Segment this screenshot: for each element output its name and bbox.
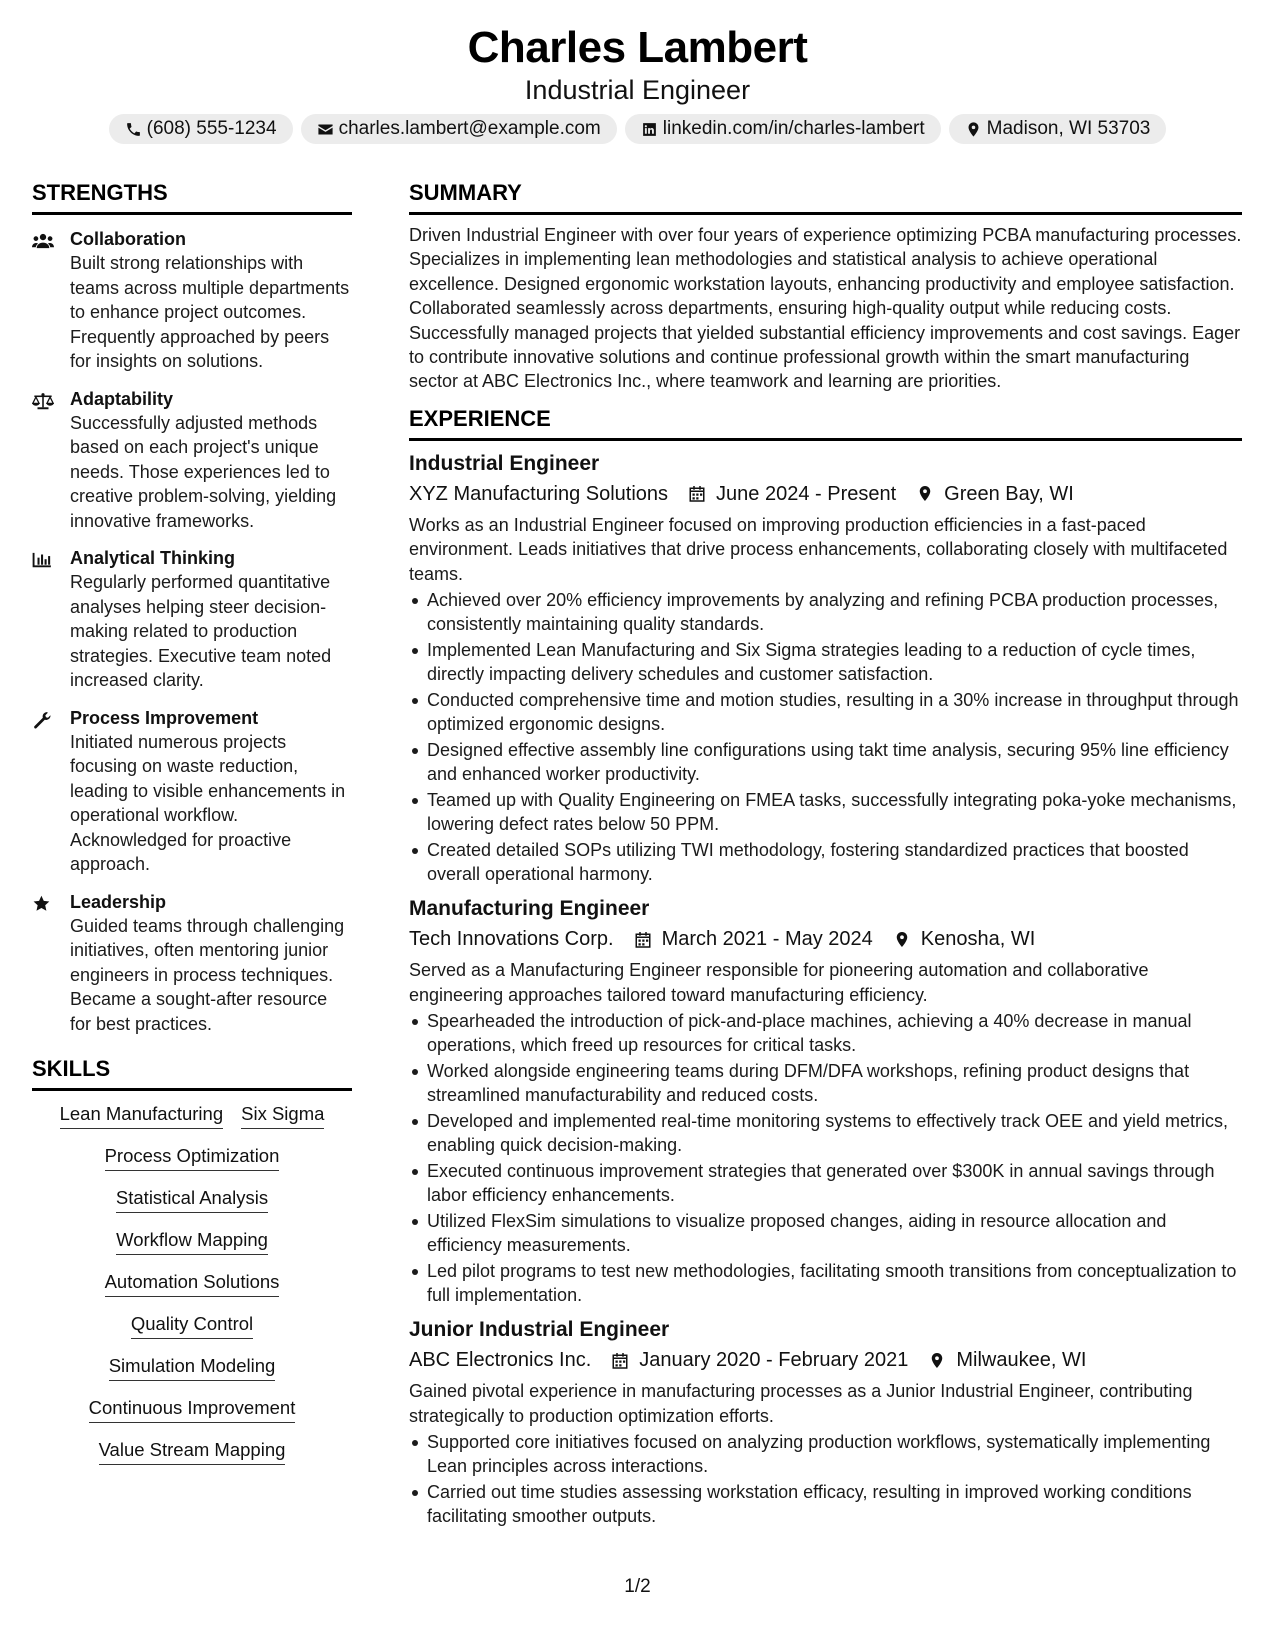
page-number: 1/2 xyxy=(624,1576,651,1597)
contact-location-text: Madison, WI 53703 xyxy=(986,118,1151,139)
job-company: ABC Electronics Inc. xyxy=(409,1349,592,1372)
job-meta xyxy=(409,1345,1242,1375)
strength-item xyxy=(32,706,352,877)
skill-tag: Statistical Analysis xyxy=(116,1185,268,1213)
job-entry xyxy=(409,449,1242,887)
job-location: Kenosha, WI xyxy=(920,928,1036,951)
summary-text: Driven Industrial Engineer with over four years of experience optimizing PCBA manufacturing processes. Specializes in implementing lean methodologies and statistical analysis to achieve operational excellence. Designed ergonomic workstation layouts, enhancing productivity and employee satisfaction. Collaborated seamlessly across departments, ensuring high-quality output while reducing costs. Successfully managed projects that yielded substantial efficiency improvements and cost savings. Eager to contribute innovative solutions and continue professional growth within the smart manufacturing sector at ABC Electronics Inc., where teamwork and learning are priorities. xyxy=(409,225,1242,392)
experience-heading: EXPERIENCE xyxy=(409,404,1242,441)
left-column xyxy=(32,178,352,1465)
bullet-item: Teamed up with Quality Engineering on FMEA tasks, successfully integrating poka-yoke mechanisms, lowering defect rates below 50 PPM. xyxy=(427,788,1242,836)
job-company: Tech Innovations Corp. xyxy=(409,928,614,951)
skill-tag: Six Sigma xyxy=(241,1101,324,1129)
strength-description: Guided teams through challenging initiatives, often mentoring junior engineers in process techniques. Became a sought-after resource for best practices. xyxy=(70,915,345,1034)
job-entry xyxy=(409,894,1242,1307)
contact-linkedin xyxy=(625,114,941,144)
calendar-icon xyxy=(611,1351,629,1370)
users-icon xyxy=(32,231,54,251)
map-marker-icon xyxy=(965,121,982,138)
job-meta xyxy=(409,924,1242,954)
contact-email-text: charles.lambert@example.com xyxy=(338,118,601,139)
job-description: Served as a Manufacturing Engineer responsible for pioneering automation and collaborative engineering approaches tailored toward manufacturing efficiency. xyxy=(409,960,1149,1005)
job-company: XYZ Manufacturing Solutions xyxy=(409,482,669,505)
calendar-icon xyxy=(634,930,652,949)
bullet-item: Supported core initiatives focused on analyzing production workflows, systematically implementing Lean principles across interactions. xyxy=(427,1430,1242,1478)
job-bullets xyxy=(409,1430,1242,1528)
bullet-item: Conducted comprehensive time and motion studies, resulting in a 30% increase in throughput through optimized ergonomic designs. xyxy=(427,688,1242,736)
skill-tag: Value Stream Mapping xyxy=(99,1437,286,1465)
job-entry xyxy=(409,1315,1242,1528)
skill-tag: Process Optimization xyxy=(105,1143,280,1171)
right-column xyxy=(409,178,1242,1528)
strength-item xyxy=(32,227,352,374)
bullet-item: Executed continuous improvement strategies that generated over $300K in annual savings through labor efficiency enhancements. xyxy=(427,1159,1242,1207)
strength-label: Adaptability xyxy=(70,388,174,409)
skills-list xyxy=(32,1101,352,1465)
job-description: Works as an Industrial Engineer focused on improving production efficiencies in a fast-paced environment. Leads initiatives that drive process enhancements, collaborating closely with multifaceted teams. xyxy=(409,514,1228,584)
contact-linkedin-text: linkedin.com/in/charles-lambert xyxy=(662,118,925,139)
job-dates: January 2020 - February 2021 xyxy=(639,1349,909,1372)
strengths-list xyxy=(32,227,352,1036)
bullet-item: Carried out time studies assessing workstation efficacy, resulting in improved working conditions facilitating smoother outputs. xyxy=(427,1480,1242,1528)
star-icon xyxy=(32,894,54,914)
strength-description: Built strong relationships with teams across multiple departments to enhance project outcomes. Frequently approached by peers for insights on solutions. xyxy=(70,253,350,371)
map-marker-icon xyxy=(893,930,911,949)
contact-phone xyxy=(109,114,293,144)
skill-tag: Continuous Improvement xyxy=(89,1395,296,1423)
skills-heading: SKILLS xyxy=(32,1054,352,1091)
contact-bar xyxy=(0,114,1275,144)
strength-label: Analytical Thinking xyxy=(70,548,236,568)
job-location: Green Bay, WI xyxy=(944,482,1074,505)
bullet-item: Spearheaded the introduction of pick-and-place machines, achieving a 40% decrease in manual operations, which freed up resources for critical tasks. xyxy=(427,1009,1242,1057)
bullet-item: Led pilot programs to test new methodologies, facilitating smooth transitions from conceptualization to full implementation. xyxy=(427,1259,1242,1307)
job-bullets xyxy=(409,1009,1242,1307)
skill-tag: Simulation Modeling xyxy=(109,1353,276,1381)
wrench-icon xyxy=(32,710,54,730)
contact-location xyxy=(949,114,1167,144)
contact-phone-text: (608) 555-1234 xyxy=(146,118,277,139)
candidate-name: Charles Lambert xyxy=(467,23,808,72)
strength-description: Successfully adjusted methods based on each project's unique needs. Those experiences led to creative problem-solving, yielding innovative frameworks. xyxy=(70,412,337,531)
bullet-item: Achieved over 20% efficiency improvements by analyzing and refining PCBA production processes, consistently maintaining quality standards. xyxy=(427,588,1242,636)
strength-description: Initiated numerous projects focusing on waste reduction, leading to visible enhancements in operational workflow. Acknowledged for proactive approach. xyxy=(70,731,346,874)
job-location: Milwaukee, WI xyxy=(956,1349,1087,1372)
map-marker-icon xyxy=(916,484,934,503)
bullet-item: Utilized FlexSim simulations to visualize proposed changes, aiding in resource allocation and efficiency measurements. xyxy=(427,1209,1242,1257)
bullet-item: Designed effective assembly line configurations using takt time analysis, securing 95% line efficiency and enhanced worker productivity. xyxy=(427,738,1242,786)
bullet-item: Developed and implemented real-time monitoring systems to effectively track OEE and yield metrics, enabling quick decision-making. xyxy=(427,1109,1242,1157)
strengths-heading: STRENGTHS xyxy=(32,178,352,215)
contact-email xyxy=(301,114,617,144)
strength-label: Leadership xyxy=(70,891,167,912)
strength-label: Collaboration xyxy=(70,229,186,249)
skill-tag: Quality Control xyxy=(131,1311,253,1339)
linkedin-icon xyxy=(641,121,658,138)
job-title: Manufacturing Engineer xyxy=(409,897,650,921)
bullet-item: Implemented Lean Manufacturing and Six Sigma strategies leading to a reduction of cycle times, directly impacting delivery schedules and customer satisfaction. xyxy=(427,638,1242,686)
calendar-icon xyxy=(688,484,706,503)
map-marker-icon xyxy=(928,1351,946,1370)
job-meta xyxy=(409,479,1242,509)
skill-tag: Automation Solutions xyxy=(105,1269,280,1297)
summary-heading: SUMMARY xyxy=(409,178,1242,215)
bullet-item: Worked alongside engineering teams during DFM/DFA workshops, refining product designs that streamlined manufacturability and reduced costs. xyxy=(427,1059,1242,1107)
strength-item xyxy=(32,546,352,693)
job-title: Industrial Engineer xyxy=(409,451,600,475)
strength-item xyxy=(32,387,352,534)
candidate-title: Industrial Engineer xyxy=(524,75,751,105)
skill-tag: Workflow Mapping xyxy=(116,1227,268,1255)
job-bullets xyxy=(409,588,1242,886)
job-dates: March 2021 - May 2024 xyxy=(661,928,873,951)
balance-scale-icon xyxy=(32,391,54,411)
job-dates: June 2024 - Present xyxy=(716,482,897,505)
phone-icon xyxy=(125,121,142,138)
strength-item xyxy=(32,890,352,1037)
job-title: Junior Industrial Engineer xyxy=(409,1318,670,1342)
bullet-item: Created detailed SOPs utilizing TWI methodology, fostering standardized practices that boosted overall operational harmony. xyxy=(427,838,1242,886)
bar-chart-icon xyxy=(32,550,54,570)
skill-tag: Lean Manufacturing xyxy=(60,1101,224,1129)
envelope-icon xyxy=(317,121,334,138)
strength-label: Process Improvement xyxy=(70,707,259,728)
job-description: Gained pivotal experience in manufacturing processes as a Junior Industrial Engineer, contributing strategically to production optimization efforts. xyxy=(409,1381,1193,1426)
strength-description: Regularly performed quantitative analyses helping steer decision-making related to production strategies. Executive team noted increased clarity. xyxy=(70,572,332,690)
